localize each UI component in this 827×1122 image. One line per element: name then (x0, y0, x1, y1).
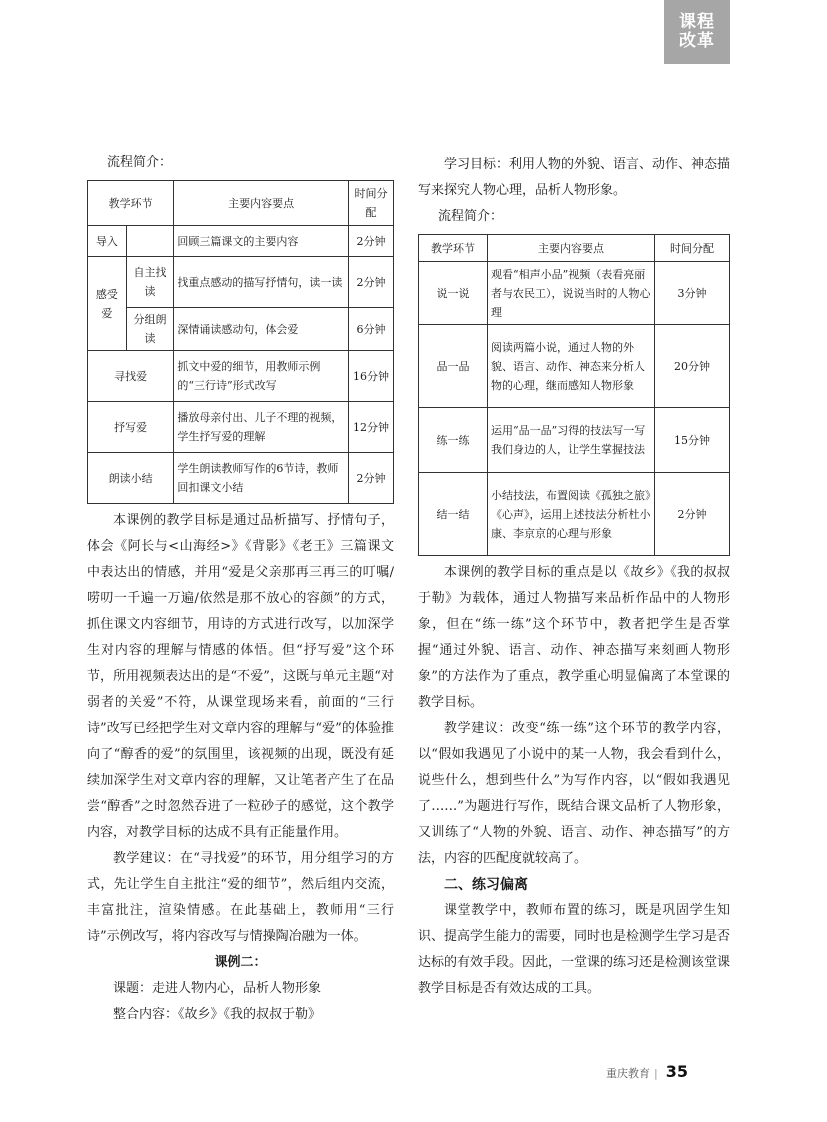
time-cell: 3分钟 (655, 262, 730, 325)
table-row (88, 351, 394, 402)
table-row (419, 262, 730, 325)
content-cell: 观看“相声小品”视频（表看亮丽者与农民工），说说当时的人物心理 (488, 262, 655, 325)
case-topic: 课题：走进人物内心，品析人物形象 (113, 981, 322, 996)
time-cell: 15分钟 (655, 408, 730, 473)
sub-cell: 自主找读 (126, 257, 174, 308)
time-cell: 2分钟 (655, 473, 730, 556)
table-row (88, 402, 394, 453)
time-cell: 16分钟 (349, 351, 394, 402)
badge-line-2: 改革 (679, 31, 715, 51)
case-title: 课例二： (214, 955, 267, 970)
header-time: 时间分配 (349, 181, 394, 226)
journal-name: 重庆教育 (606, 1067, 650, 1080)
stage-cell: 抒写爱 (88, 402, 174, 453)
body-paragraph: 课堂教学中，教师布置的练习，既是巩固学生知识、提高学生能力的需要，同时也是检测学生学习是否达标的有效手段。因此，一堂课的练习还是检测该堂课教学目标是否有效达成的工具。 (418, 903, 731, 996)
section-badge (664, 0, 730, 64)
badge-line-1: 课程 (679, 12, 715, 32)
sub-cell: 分组朗读 (126, 308, 174, 351)
content-cell: 找重点感动的描写抒情句，读一读 (174, 257, 349, 308)
table-row (88, 308, 394, 351)
table-header-row (88, 181, 394, 226)
right-column (418, 152, 730, 1002)
content-cell: 抓文中爱的细节，用教师示例的“三行诗”形式改写 (174, 351, 349, 402)
stage-cell: 导入 (88, 226, 127, 257)
content-cell: 回顾三篇课文的主要内容 (174, 226, 349, 257)
table-row (88, 453, 394, 504)
content-cell: 阅读两篇小说，通过人物的外貌、语言、动作、神态来分析人物的心理，继而感知人物形象 (488, 325, 655, 408)
time-cell: 2分钟 (349, 257, 394, 308)
content-cell: 深情诵读感动句，体会爱 (174, 308, 349, 351)
content-cell: 运用“品一品”习得的技法写一写我们身边的人，让学生掌握技法 (488, 408, 655, 473)
stage-cell: 结一结 (419, 473, 488, 556)
header-content: 主要内容要点 (488, 235, 655, 262)
page-number: 35 (665, 1062, 688, 1081)
section-heading: 二、练习偏离 (444, 877, 528, 893)
time-cell: 12分钟 (349, 402, 394, 453)
header-time: 时间分配 (655, 235, 730, 262)
time-cell: 6分钟 (349, 308, 394, 351)
table-header-row (419, 235, 730, 262)
table-row (88, 257, 394, 308)
stage-cell: 寻找爱 (88, 351, 174, 402)
body-paragraph: 本课例的教学目标的重点是以《故乡》《我的叔叔于勒》为载体，通过人物描写来品析作品中的人物形象，但在“练一练”这个环节中，教者把学生是否掌握“通过外貌、语言、动作、神态描写来刻画人物形象”的方法作为了重点，教学重心明显偏离了本堂课的教学目标。 (418, 565, 730, 710)
body-paragraph: 教学建议：在“寻找爱”的环节，用分组学习的方式，先让学生自主批注“爱的细节”，然后组内交流，丰富批注，渲染情感。在此基础上，教师用“三行诗”示例改写，将内容改写与情操陶冶融为一体。 (87, 851, 394, 944)
time-cell: 2分钟 (349, 453, 394, 504)
flow-label: 流程简介： (438, 209, 504, 224)
lesson1-flow-table (87, 180, 394, 504)
time-cell: 20分钟 (655, 325, 730, 408)
table-row (419, 325, 730, 408)
stage-cell: 感受爱 (88, 257, 127, 351)
stage-cell: 练一练 (419, 408, 488, 473)
case-content: 整合内容：《故乡》《我的叔叔于勒》 (113, 1007, 322, 1022)
table-row (419, 408, 730, 473)
flow-label: 流程简介： (107, 155, 173, 170)
left-column (87, 152, 394, 1028)
stage-cell: 品一品 (419, 325, 488, 408)
lesson2-flow-table (418, 234, 730, 556)
time-cell: 2分钟 (349, 226, 394, 257)
page-footer (606, 1062, 688, 1081)
learning-goal: 学习目标：利用人物的外貌、语言、动作、神态描写来探究人物心理，品析人物形象。 (418, 157, 731, 198)
stage-cell: 朗读小结 (88, 453, 174, 504)
header-stage: 教学环节 (419, 235, 488, 262)
content-cell: 学生朗读教师写作的6节诗，教师回扣课文小结 (174, 453, 349, 504)
footer-separator: | (654, 1067, 658, 1080)
content-cell: 小结技法，布置阅读《孤独之旅》《心声》，运用上述技法分析杜小康、李京京的心理与形象 (488, 473, 655, 556)
table-row (88, 226, 394, 257)
content-cell: 播放母亲付出、儿子不理的视频，学生抒写爱的理解 (174, 402, 349, 453)
stage-cell: 说一说 (419, 262, 488, 325)
sub-cell (126, 226, 174, 257)
header-content: 主要内容要点 (174, 181, 349, 226)
table-row (419, 473, 730, 556)
body-paragraph: 本课例的教学目标是通过品析描写、抒情句子，体会《阿长与<山海经>》《背影》《老王》三篇课文中表达出的情感，并用“爱是父亲那再三再三的叮嘱/唠叨一千遍一万遍/依然是那不放心的容颜”的方式，抓住课文内容细节，用诗的方式进行改写，以加深学生对内容的理解与情感的体悟。但“抒写爱”这个环节，所用视频表达出的是“不爱”，这既与单元主题“对弱者的关爱”不符，从课堂现场来看，前面的“三行诗”改写已经把学生对文章内容的理解与“爱”的体验推向了“醇香的爱”的氛围里，该视频的出现，既没有延续加深学生对文章内容的理解，又让笔者产生了在品尝“醇香”之时忽然吞进了一粒砂子的感觉，这个教学内容，对教学目标的达成不具有正能量作用。 (87, 513, 394, 840)
header-stage: 教学环节 (88, 181, 174, 226)
body-paragraph: 教学建议：改变“练一练”这个环节的教学内容，以“假如我遇见了小说中的某一人物，我会看到什么，说些什么，想到些什么”为写作内容，以“假如我遇见了……”为题进行写作，既结合课文品析了人物形象，又训练了“人物的外貌、语言、动作、神态描写”的方法，内容的匹配度就较高了。 (418, 721, 730, 866)
